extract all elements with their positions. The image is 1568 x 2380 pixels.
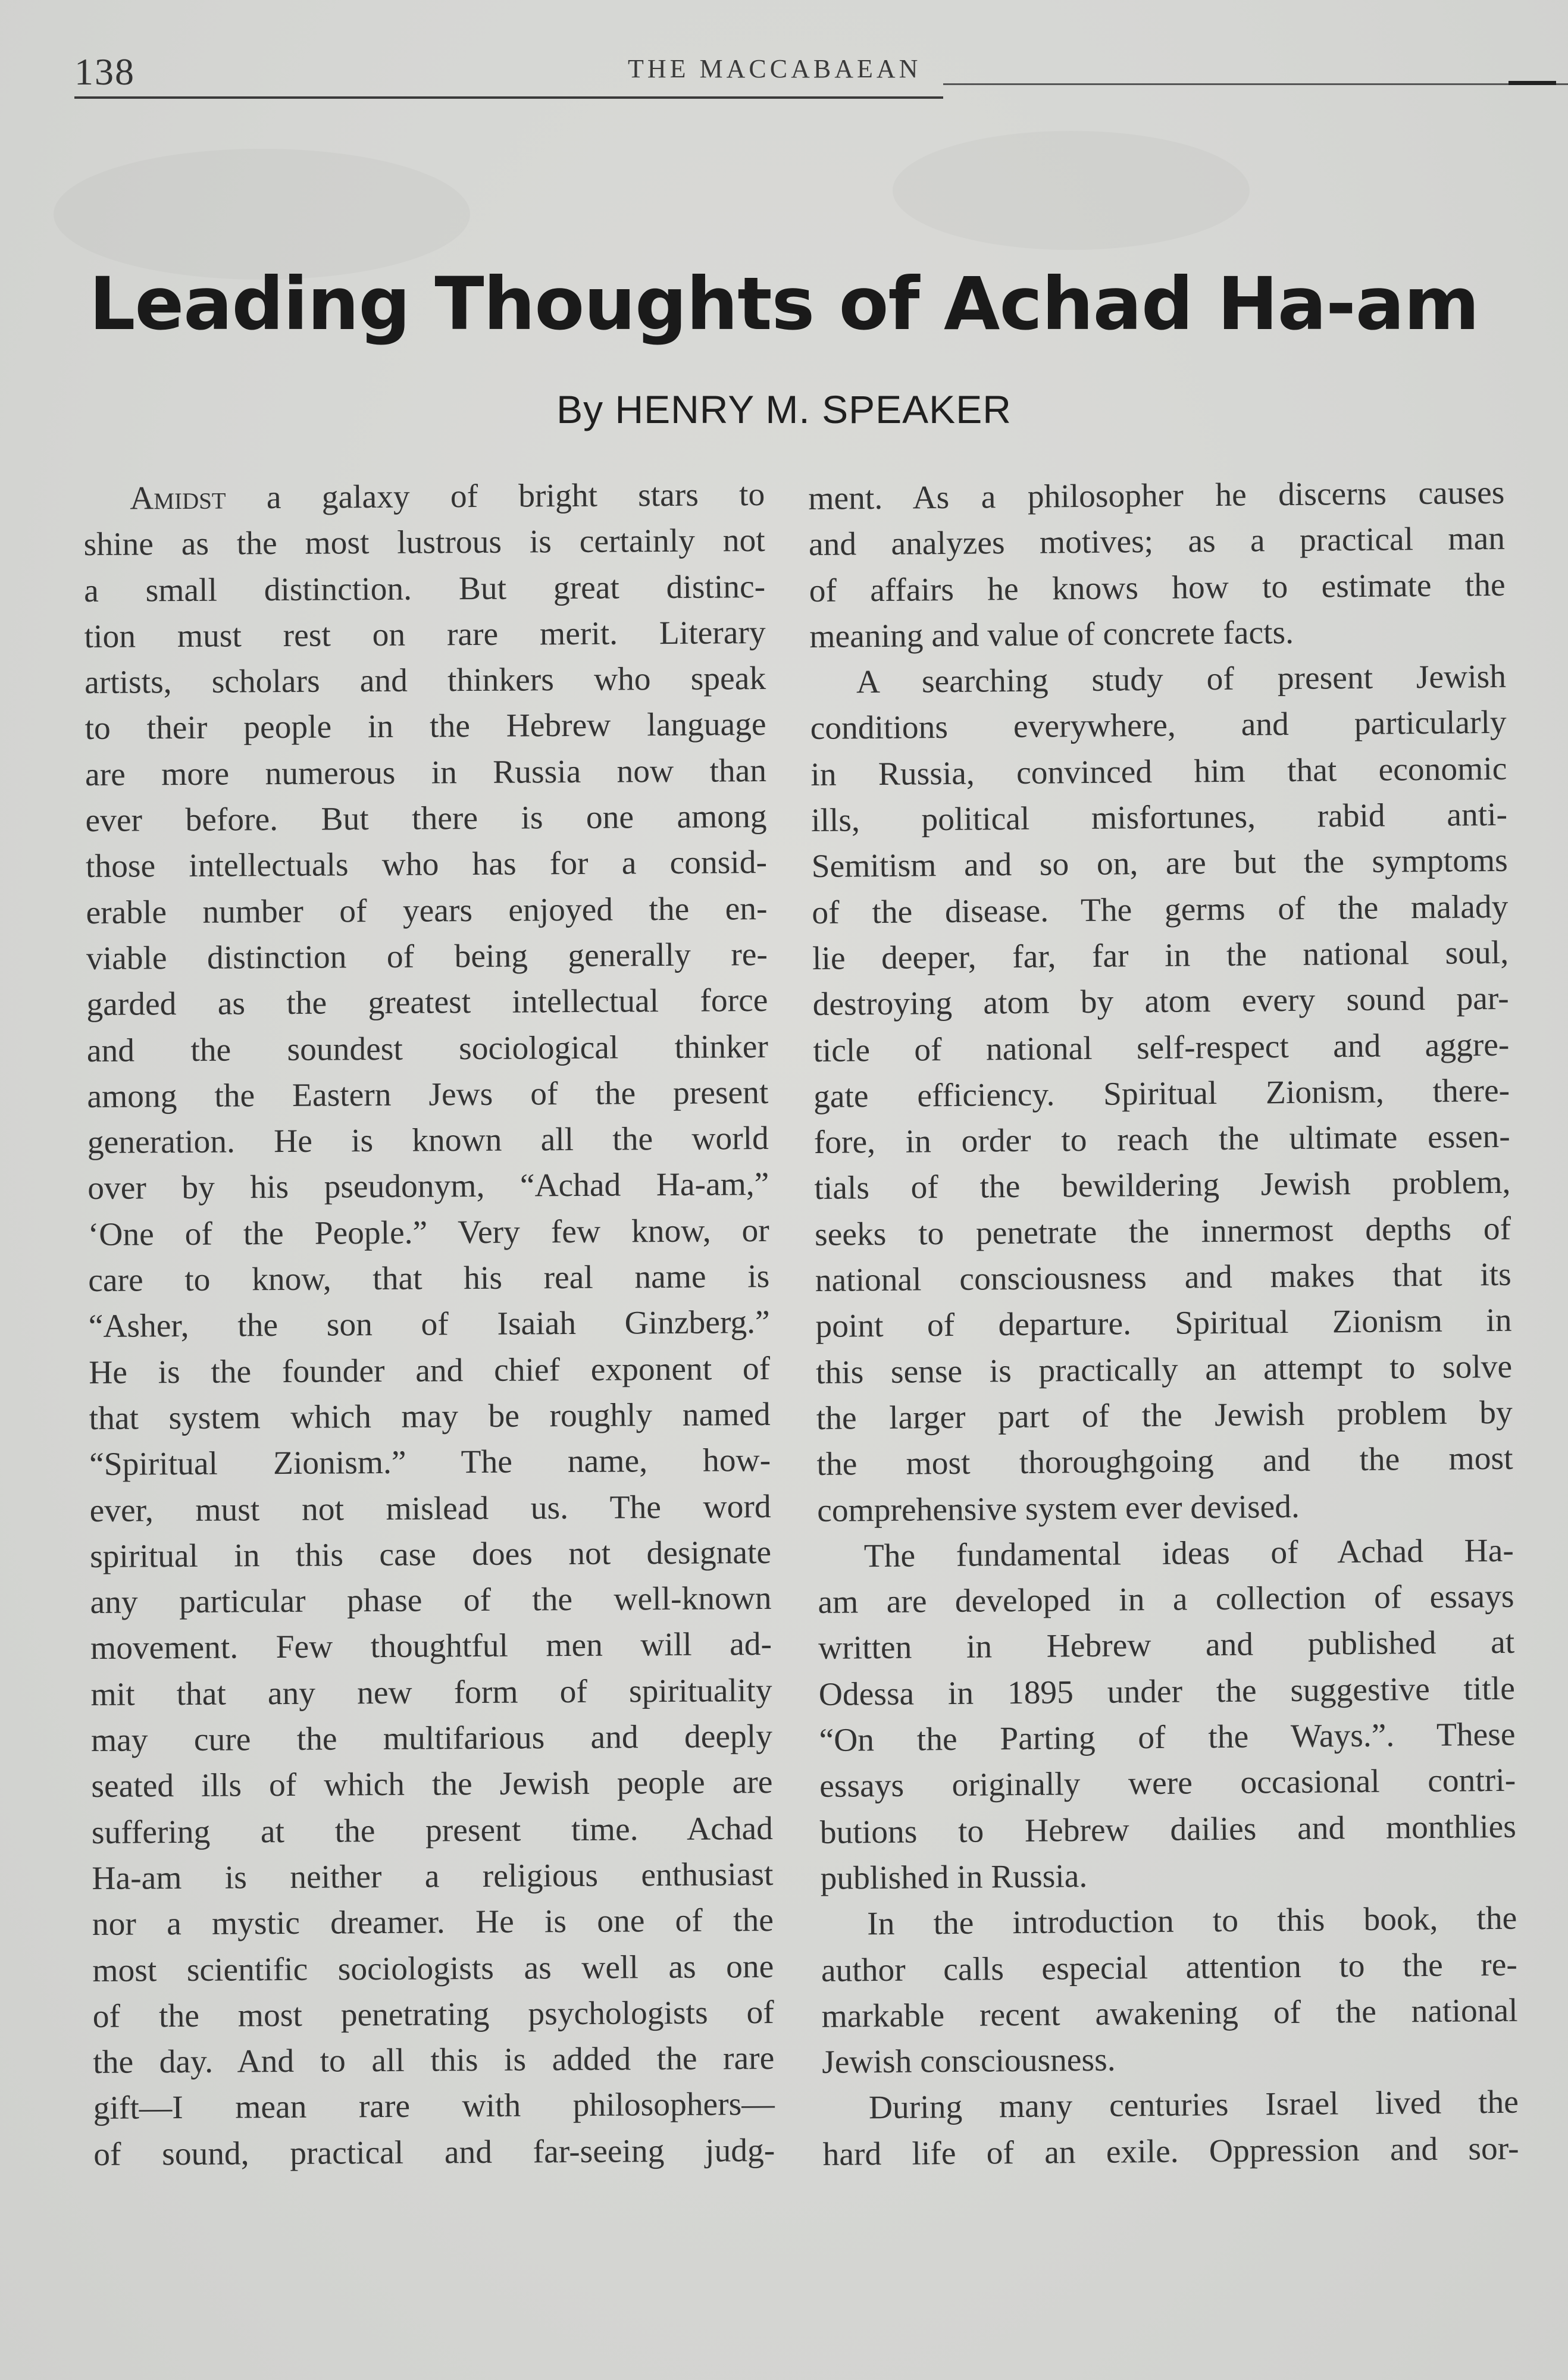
text-line: spiritual in this case does not designate	[89, 1534, 772, 1575]
text-line: a small distinction. But great distinc-	[83, 568, 766, 609]
text-line: artists, scholars and thinkers who speak	[84, 660, 766, 702]
text-line: gate efficiency. Spiritual Zionism, there-	[813, 1072, 1510, 1115]
text-line: this sense is practically an attempt to solve	[815, 1348, 1513, 1391]
text-line: published in Russia.	[820, 1858, 1088, 1897]
text-line: He is the founder and chief exponent of	[89, 1350, 771, 1391]
text-line: hard life of an exile. Oppression and sor-	[822, 2130, 1519, 2173]
text-line: national consciousness and makes that its	[815, 1256, 1512, 1299]
text-line: garded as the greatest intellectual force	[86, 982, 768, 1023]
right-column	[808, 470, 1519, 2178]
text-line: are more numerous in Russia now than	[84, 752, 767, 793]
text-line: markable recent awakening of the national	[821, 1992, 1518, 2035]
left-column	[83, 472, 775, 2178]
text-line: “Asher, the son of Isaiah Ginzberg.”	[88, 1304, 770, 1345]
text-line: and the soundest sociological thinker	[86, 1028, 769, 1069]
text-line: point of departure. Spiritual Zionism in	[815, 1302, 1512, 1345]
text-line: seated ills of which the Jewish people are	[91, 1764, 773, 1805]
text-line: comprehensive system ever devised.	[816, 1488, 1300, 1529]
journal-name: THE MACCABAEAN	[628, 54, 922, 83]
text-line: in Russia, convinced him that economic	[810, 750, 1507, 793]
text-line: viable distinction of being generally re-	[86, 936, 768, 977]
text-line: of the most penetrating psychologists of	[92, 1994, 774, 2035]
lead-line-rest: a galaxy of bright stars to	[226, 477, 765, 516]
paper-stain	[54, 149, 470, 280]
text-line: conditions everywhere, and particularly	[810, 704, 1507, 747]
text-line: Ha-am is neither a religious enthusiast	[92, 1856, 774, 1897]
header-rule-tail	[1508, 81, 1556, 85]
text-line: mit that any new form of spirituality	[90, 1672, 772, 1713]
text-line: A searching study of present Jewish	[856, 658, 1507, 701]
text-line: tion must rest on rare merit. Literary	[84, 614, 766, 655]
text-line: author calls especial attention to the re-	[821, 1946, 1518, 1989]
text-line: may cure the multifarious and deeply	[90, 1718, 773, 1759]
text-line: seeks to penetrate the innermost depths of	[814, 1210, 1511, 1253]
text-line: written in Hebrew and published at	[818, 1624, 1515, 1667]
drop-lead-word: Amidst	[130, 480, 226, 517]
text-line: ever, must not mislead us. The word	[89, 1488, 771, 1529]
text-line: meaning and value of concrete facts.	[809, 614, 1294, 655]
text-line: and analyzes motives; as a practical man	[808, 521, 1506, 563]
text-line: butions to Hebrew dailies and monthlies	[819, 1808, 1517, 1851]
text-line: among the Eastern Jews of the present	[87, 1074, 769, 1115]
text-line: suffering at the present time. Achad	[91, 1810, 774, 1851]
article-title: Leading Thoughts of Achad Ha-am	[89, 262, 1479, 346]
text-line: generation. He is known all the world	[87, 1120, 769, 1161]
text-line: “Spiritual Zionism.” The name, how-	[89, 1442, 771, 1483]
text-line: ‘One of the People.” Very few know, or	[87, 1212, 769, 1253]
text-line: tials of the bewildering Jewish problem,	[814, 1164, 1511, 1207]
text-line: destroying atom by atom every sound par-	[812, 981, 1509, 1023]
text-line: erable number of years enjoyed the en-	[86, 890, 768, 931]
text-line: to their people in the Hebrew language	[84, 706, 766, 747]
running-head	[74, 42, 1491, 95]
text-line: that system which may be roughly named	[89, 1396, 771, 1437]
text-line: those intellectuals who has for a consid-	[85, 844, 768, 885]
text-line: shine as the most lustrous is certainly not	[83, 522, 765, 563]
text-line: During many centuries Israel lived the	[868, 2084, 1519, 2127]
header-rule	[74, 96, 943, 99]
text-line: ment. As a philosopher he discerns causes	[808, 474, 1505, 517]
text-line: care to know, that his real name is	[88, 1258, 770, 1299]
text-line: ills, political misfortunes, rabid anti-	[810, 796, 1508, 840]
text-line: Jewish consciousness.	[822, 2041, 1116, 2081]
text-line: of the disease. The germs of the malady	[812, 888, 1508, 931]
text-line: of affairs he knows how to estimate the	[809, 566, 1506, 609]
article-byline: By HENRY M. SPEAKER	[556, 387, 1012, 431]
text-line: essays originally were occasional contri-	[819, 1762, 1516, 1805]
text-line: any particular phase of the well-known	[90, 1580, 772, 1621]
text-line: the larger part of the Jewish problem by	[816, 1394, 1513, 1437]
text-line: ever before. But there is one among	[85, 798, 767, 840]
text-line: most scientific sociologists as well as one	[92, 1948, 774, 1989]
page-number: 138	[74, 51, 135, 93]
text-line: The fundamental ideas of Achad Ha-	[863, 1532, 1514, 1575]
paper-stain	[893, 131, 1250, 250]
text-line: the most thoroughgoing and the most	[816, 1440, 1513, 1483]
text-line	[83, 472, 765, 522]
text-line: Odessa in 1895 under the suggestive title	[818, 1670, 1516, 1713]
text-line: “On the Parting of the Ways.”. These	[819, 1716, 1516, 1759]
text-line: am are developed in a collection of essays	[818, 1578, 1514, 1621]
text-line: Semitism and so on, are but the symptoms	[811, 843, 1508, 885]
text-line: of sound, practical and far-seeing judg-	[93, 2132, 775, 2173]
text-line: the day. And to all this is added the rare	[93, 2040, 775, 2081]
text-line: ticle of national self-respect and aggre-	[813, 1026, 1510, 1069]
text-line: gift—I mean rare with philosophers—	[93, 2086, 775, 2127]
text-line: fore, in order to reach the ultimate essen-	[813, 1118, 1511, 1161]
text-line: In the introduction to this book, the	[866, 1900, 1517, 1943]
text-line: lie deeper, far, far in the national soul,	[812, 934, 1509, 977]
text-line: movement. Few thoughtful men will ad-	[90, 1626, 772, 1667]
header-rule-right	[943, 83, 1568, 85]
text-line: nor a mystic dreamer. He is one of the	[92, 1902, 774, 1943]
text-line: over by his pseudonym, “Achad Ha-am,”	[87, 1166, 769, 1207]
